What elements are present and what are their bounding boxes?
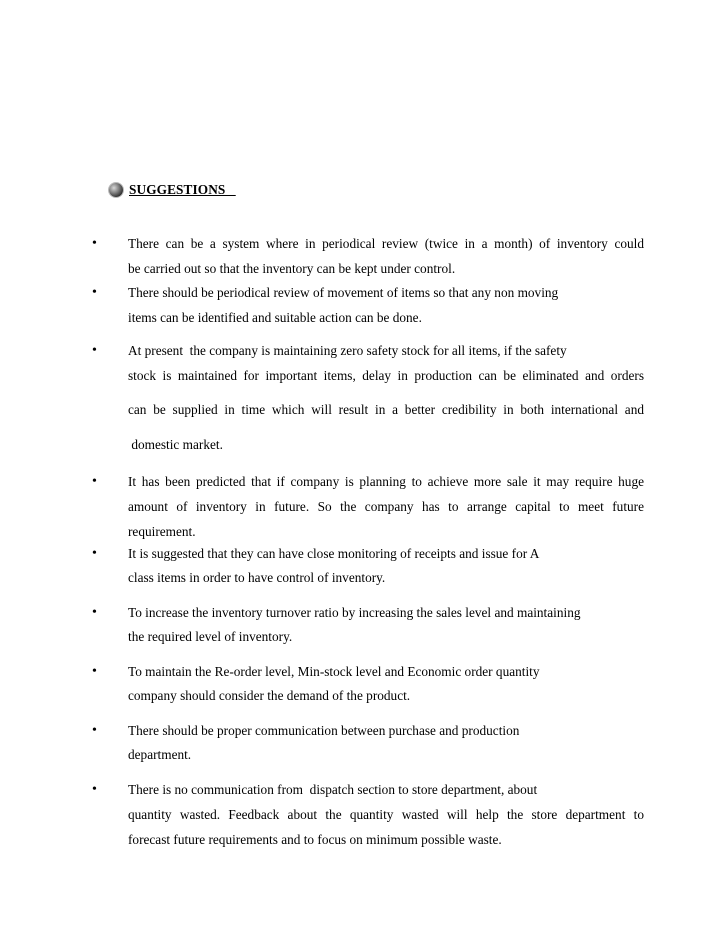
- item-line: company should consider the demand of the product.: [128, 688, 411, 703]
- item-line: To increase the inventory turnover ratio by increasing the sales level and maintaining: [128, 605, 581, 620]
- sphere-bullet-icon: [109, 183, 123, 197]
- heading-title: SUGGESTIONS: [129, 182, 236, 197]
- item-line: It has been predicted that if company is planning to achieve more sale it may require huge: [128, 474, 644, 489]
- item-line: forecast future requirements and to focus on minimum possible waste.: [128, 832, 502, 847]
- bullet-icon: •: [92, 236, 97, 251]
- item-line: requirement.: [128, 524, 196, 539]
- item-line: There should be proper communication between purchase and production: [128, 723, 520, 738]
- item-line: There should be periodical review of movement of items so that any non moving: [128, 285, 559, 300]
- item-line: class items in order to have control of inventory.: [128, 570, 386, 585]
- item-line: the required level of inventory.: [128, 629, 293, 644]
- item-line: At present the company is maintaining zero safety stock for all items, if the safety: [128, 343, 567, 358]
- item-line: To maintain the Re-order level, Min-stock level and Economic order quantity: [128, 664, 540, 679]
- item-line: can be supplied in time which will result in a better credibility in both international and: [128, 402, 644, 417]
- item-line: items can be identified and suitable action can be done.: [128, 310, 422, 325]
- bullet-icon: •: [92, 723, 97, 738]
- bullet-icon: •: [92, 782, 97, 797]
- item-line: quantity wasted. Feedback about the quantity wasted will help the store department to: [128, 807, 644, 822]
- bullet-icon: •: [92, 546, 97, 561]
- section-heading: [109, 180, 236, 200]
- bullet-icon: •: [92, 285, 97, 300]
- item-line: stock is maintained for important items, delay in production can be eliminated and orders: [128, 368, 644, 383]
- bullet-icon: •: [92, 474, 97, 489]
- bullet-icon: •: [92, 343, 97, 358]
- item-line: There is no communication from dispatch section to store department, about: [128, 782, 538, 797]
- item-line: be carried out so that the inventory can be kept under control.: [128, 261, 456, 276]
- item-line: It is suggested that they can have close monitoring of receipts and issue for A: [128, 546, 540, 561]
- item-line: domestic market.: [128, 437, 223, 452]
- item-line: amount of inventory in future. So the company has to arrange capital to meet future: [128, 499, 644, 514]
- item-line: There can be a system where in periodical review (twice in a month) of inventory could: [128, 236, 644, 251]
- bullet-icon: •: [92, 605, 97, 620]
- item-line: department.: [128, 747, 192, 762]
- bullet-icon: •: [92, 664, 97, 679]
